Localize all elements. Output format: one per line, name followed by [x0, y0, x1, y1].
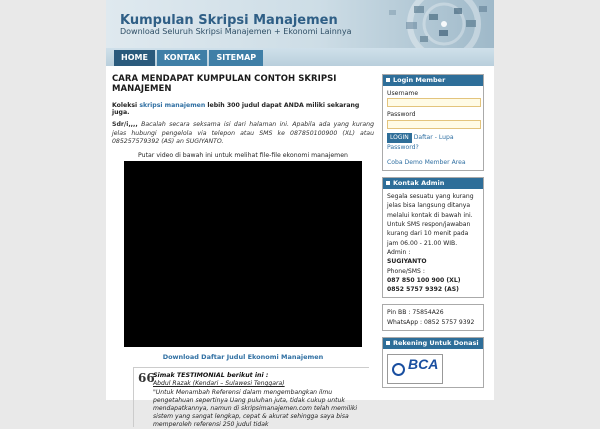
post-title: CARA MENDAPAT KUMPULAN CONTOH SKRIPSI MANAJEMEN — [112, 74, 337, 94]
quote-icon: 66 — [138, 370, 155, 385]
site-title[interactable]: Kumpulan Skripsi Manajemen — [120, 13, 338, 28]
bca-emblem-icon — [392, 363, 405, 376]
bank-box-body — [383, 349, 483, 387]
login-heading: Login Member — [393, 76, 446, 84]
sidebar — [382, 74, 484, 394]
site-header — [106, 0, 494, 48]
username-label: Username — [387, 90, 419, 97]
bca-logo-text: BCA — [408, 356, 439, 373]
nav-bar — [106, 48, 494, 66]
nav-sitemap[interactable]: SITEMAP — [209, 50, 263, 66]
phone-label: Phone/SMS : — [387, 267, 425, 275]
main-content — [112, 74, 374, 427]
pin-box — [382, 304, 484, 331]
pin-bb: Pin BB : 75854A26 — [387, 309, 444, 317]
contact-box-body — [383, 189, 483, 297]
intro-paragraph — [112, 102, 374, 116]
bullet-icon — [386, 181, 390, 185]
password-label: Password — [387, 111, 416, 119]
download-link[interactable]: Download Daftar Judul Ekonomi Manajemen — [162, 352, 324, 361]
link-separator: - — [432, 133, 439, 141]
intro-suffix: lebih 300 judul dapat ANDA miliki sekarang juga. — [112, 102, 360, 116]
bank-heading: Rekening Untuk Donasi — [393, 339, 479, 348]
register-link[interactable]: Daftar — [413, 133, 433, 141]
phone-as: 0852 5757 9392 (AS) — [387, 286, 459, 294]
admin-name: SUGIYANTO — [387, 258, 427, 266]
intro-link[interactable]: skripsi manajemen — [139, 102, 206, 109]
bca-logo — [387, 354, 443, 384]
testimonial-author[interactable]: Abdul Razak (Kendari – Sulawesi Tenggara) — [153, 379, 285, 387]
whatsapp-number: WhatsApp : 0852 5757 9392 — [387, 318, 475, 326]
nav-home[interactable]: HOME — [114, 50, 155, 66]
bullet-icon — [386, 78, 390, 82]
nav-kontak[interactable]: KONTAK — [157, 50, 208, 66]
testimonial-body: "Untuk Menambah Referensi dalam mengembangkan ilmu pengetahuan sepertinya Uang puluhan juta, tidak cukup untuk mendapatkannya, namun di skripsimanajemen.com telah memiliki sistem yang sangat lengkap, cepat & akurat sehingga saya bisa memperoleh referensi 250 judul tidak — [153, 388, 358, 428]
testimonial-block — [133, 367, 369, 427]
instruction-text: Bacalah secara seksama isi dari halaman ini. Apabila ada yang kurang jelas hubungi pengelola via telepon atau SMS ke 087850100900 (XL) atau 085257579392 (AS) an SUGIYANTO. — [112, 121, 374, 146]
contact-box — [382, 177, 484, 298]
login-actions — [387, 133, 479, 152]
lost-password-link[interactable]: Lupa Password? — [387, 133, 454, 151]
video-caption: Putar video di bawah ini untuk melihat file-file ekonomi manajemen — [138, 151, 348, 159]
bank-box-header — [383, 338, 483, 349]
admin-label: Admin : — [387, 248, 411, 256]
bank-box — [382, 337, 484, 388]
demo-link[interactable]: Coba Demo Member Area — [387, 158, 466, 166]
video-player[interactable] — [124, 161, 362, 347]
login-button[interactable]: LOGIN — [387, 133, 412, 143]
pin-box-body — [383, 305, 483, 330]
page-wrapper — [106, 0, 494, 428]
contact-heading: Kontak Admin — [393, 179, 445, 188]
login-box — [382, 74, 484, 171]
bullet-icon — [386, 341, 390, 345]
contact-box-header — [383, 178, 483, 189]
instruction-paragraph — [112, 121, 374, 147]
greeting: Sdr/i,,,, — [112, 121, 138, 128]
username-field[interactable] — [387, 98, 481, 107]
phone-xl: 087 850 100 900 (XL) — [387, 276, 461, 284]
site-description: Download Seluruh Skripsi Manajemen + Ekonomi Lainnya — [120, 27, 352, 36]
login-box-header — [383, 75, 483, 86]
login-box-body — [383, 86, 483, 170]
testimonial-title: Simak TESTIMONIAL berikut ini : — [153, 371, 269, 379]
contact-text: Segala sesuatu yang kurang jelas bisa langsung ditanya melalui kontak di bawah ini. Untuk SMS respon/jawaban kurang dari 10 menit pada jam 06.00 - 21.00 WIB. — [387, 193, 474, 247]
password-field[interactable] — [387, 120, 481, 129]
intro-prefix: Koleksi — [112, 102, 140, 109]
